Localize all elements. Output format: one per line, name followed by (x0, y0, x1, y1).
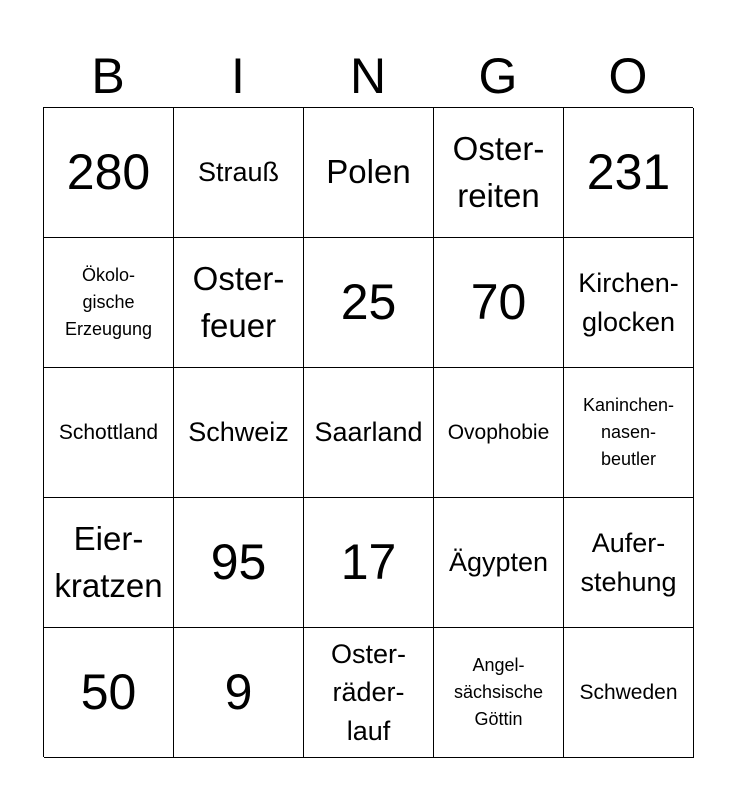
bingo-cell[interactable]: Strauß (174, 108, 304, 238)
bingo-cell[interactable]: Oster- feuer (174, 238, 304, 368)
bingo-cell[interactable]: 17 (304, 498, 434, 628)
bingo-cell[interactable]: Aufer- stehung (564, 498, 694, 628)
bingo-cell[interactable]: Oster- räder- lauf (304, 628, 434, 758)
bingo-cell[interactable]: 70 (434, 238, 564, 368)
bingo-cell[interactable]: 95 (174, 498, 304, 628)
header-letter-o: O (608, 48, 648, 104)
bingo-cell[interactable]: Kirchen- glocken (564, 238, 694, 368)
bingo-cell[interactable]: Schweiz (174, 368, 304, 498)
bingo-cell[interactable]: Kaninchen- nasen- beutler (564, 368, 694, 498)
bingo-cell[interactable]: Eier- kratzen (44, 498, 174, 628)
bingo-cell[interactable]: 280 (44, 108, 174, 238)
bingo-cell[interactable]: 25 (304, 238, 434, 368)
bingo-cell[interactable]: 231 (564, 108, 694, 238)
bingo-cell[interactable]: Ökolo- gische Erzeugung (44, 238, 174, 368)
header-letter-b: B (91, 48, 125, 104)
header-letter-g: G (478, 48, 518, 104)
bingo-cell[interactable]: Polen (304, 108, 434, 238)
bingo-cell[interactable]: Ägypten (434, 498, 564, 628)
bingo-cell[interactable]: Schweden (564, 628, 694, 758)
bingo-cell[interactable]: 50 (44, 628, 174, 758)
header-letter-i: I (231, 48, 245, 104)
bingo-header (43, 44, 693, 108)
bingo-cell[interactable]: Angel- sächsische Göttin (434, 628, 564, 758)
bingo-cell[interactable]: Saarland (304, 368, 434, 498)
header-letter-n: N (349, 48, 387, 104)
bingo-cell[interactable]: Oster- reiten (434, 108, 564, 238)
bingo-cell[interactable]: Ovophobie (434, 368, 564, 498)
bingo-cell[interactable]: Schottland (44, 368, 174, 498)
bingo-card-grid (43, 107, 693, 757)
bingo-cell[interactable]: 9 (174, 628, 304, 758)
